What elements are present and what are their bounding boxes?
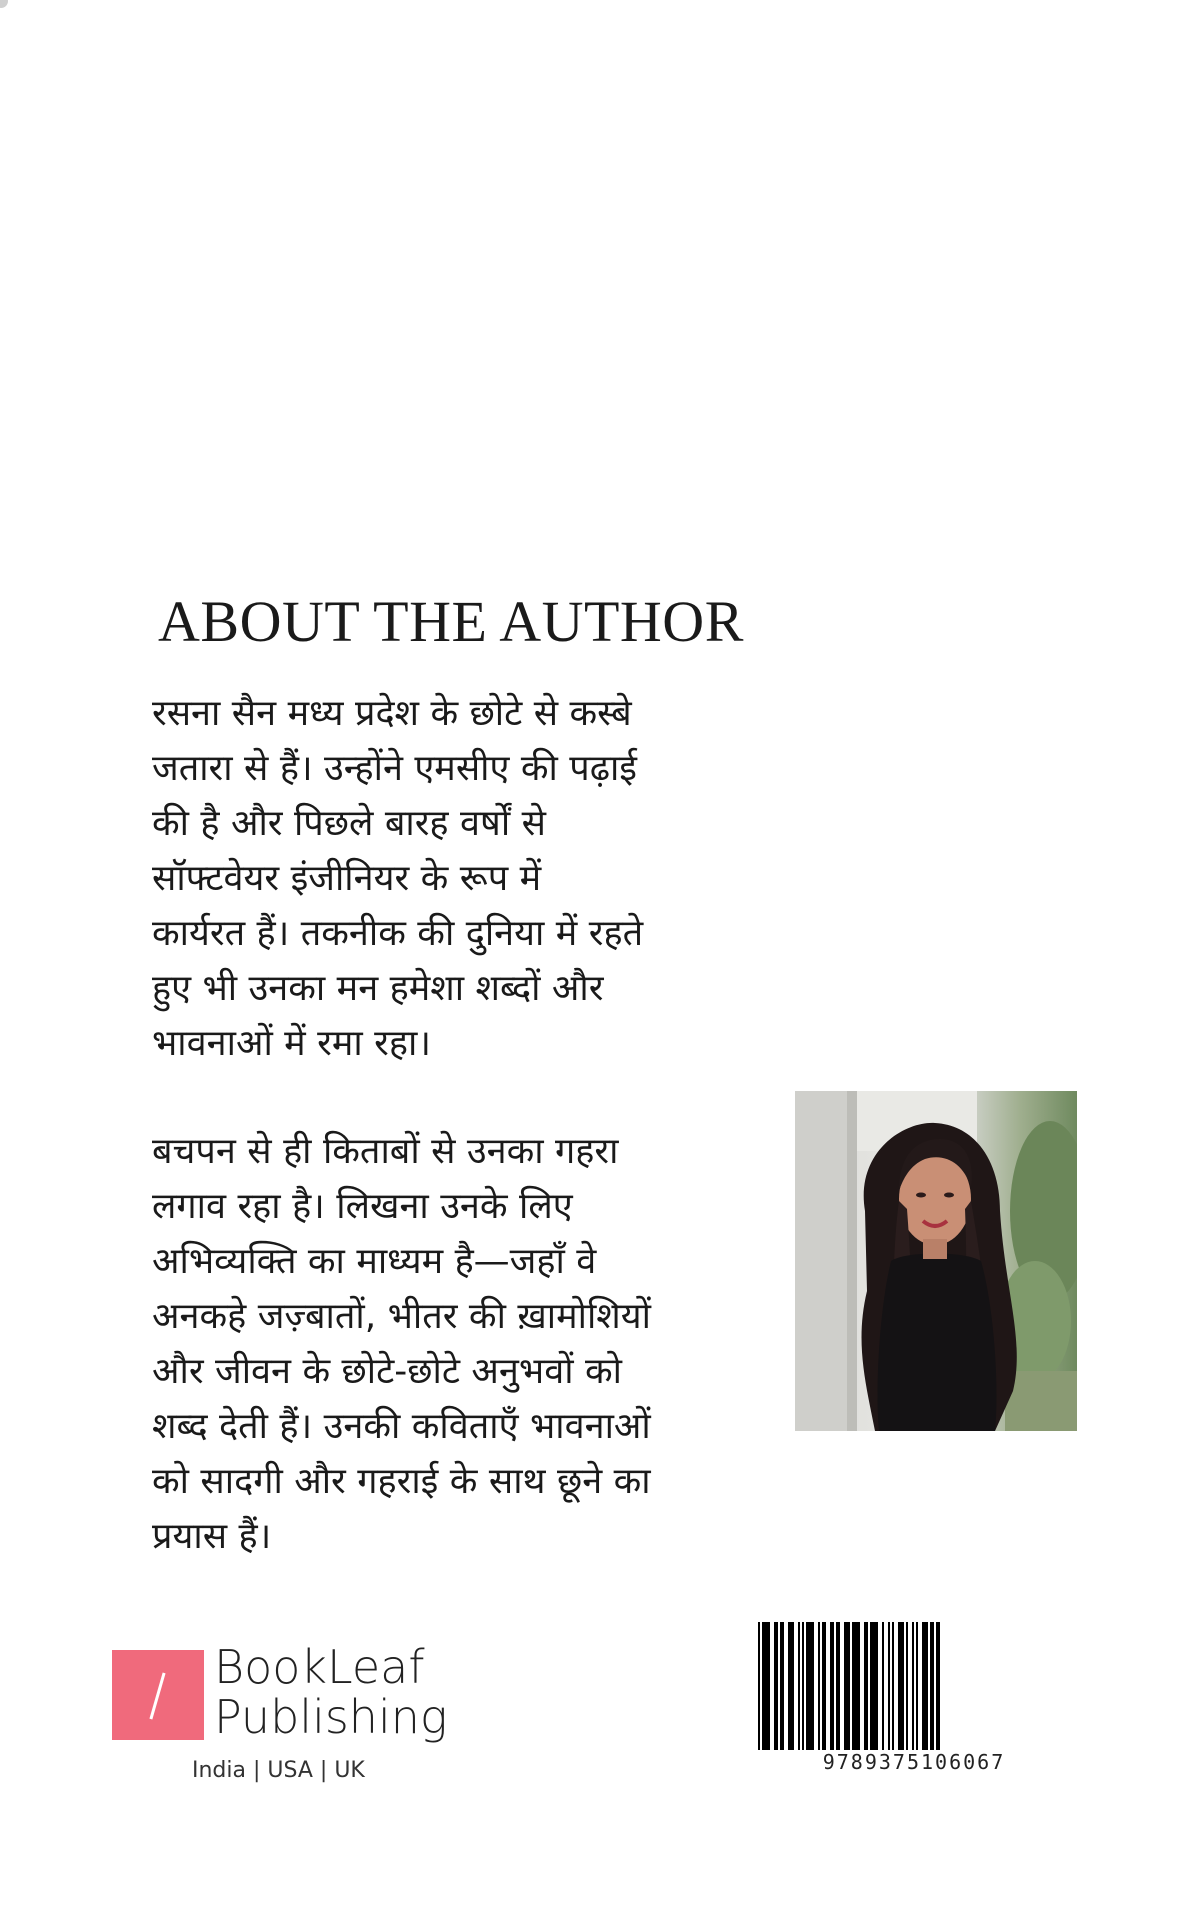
- isbn-number: 9789375106067: [822, 1750, 1006, 1774]
- barcode-bars: [756, 1622, 1072, 1750]
- bio-line: सॉफ्टवेयर इंजीनियर के रूप में: [152, 858, 542, 899]
- publisher-name-line-2: Publishing: [214, 1690, 448, 1744]
- publisher-logo: [112, 1640, 472, 1790]
- bio-line: बचपन से ही किताबों से उनका गहरा: [152, 1131, 619, 1172]
- bio-line: रसना सैन मध्य प्रदेश के छोटे से कस्बे: [152, 693, 632, 734]
- bio-line: लगाव रहा है। लिखना उनके लिए: [152, 1186, 573, 1227]
- bio-line: अभिव्यक्ति का माध्यम है—जहाँ वे: [152, 1241, 597, 1282]
- publisher-regions: India | USA | UK: [192, 1758, 365, 1783]
- author-bio-paragraph-2: [152, 1124, 742, 1564]
- bio-line: कार्यरत हैं। तकनीक की दुनिया में रहते: [152, 913, 644, 954]
- isbn-barcode: [756, 1622, 1076, 1782]
- bio-line: को सादगी और गहराई के साथ छूने का: [152, 1461, 651, 1502]
- author-photo: [795, 1091, 1077, 1431]
- bio-line: प्रयास हैं।: [152, 1516, 272, 1557]
- bio-line: भावनाओं में रमा रहा।: [152, 1023, 431, 1064]
- bio-line: की है और पिछले बारह वर्षों से: [152, 803, 546, 844]
- publisher-name-line-1: BookLeaf: [214, 1640, 425, 1694]
- bio-line: जतारा से हैं। उन्होंने एमसीए की पढ़ाई: [152, 748, 637, 789]
- author-bio-paragraph-1: [152, 686, 742, 1071]
- bio-line: और जीवन के छोटे-छोटे अनुभवों को: [152, 1351, 622, 1392]
- bio-line: शब्द देती हैं। उनकी कविताएँ भावनाओं: [152, 1406, 651, 1447]
- corner-mark: [0, 0, 8, 8]
- about-author-heading: ABOUT THE AUTHOR: [158, 589, 744, 654]
- bio-line: अनकहे जज़्बातों, भीतर की ख़ामोशियों: [152, 1296, 651, 1337]
- bio-line: हुए भी उनका मन हमेशा शब्दों और: [152, 968, 604, 1009]
- slash-icon: [149, 1673, 165, 1720]
- publisher-mark: [112, 1650, 204, 1740]
